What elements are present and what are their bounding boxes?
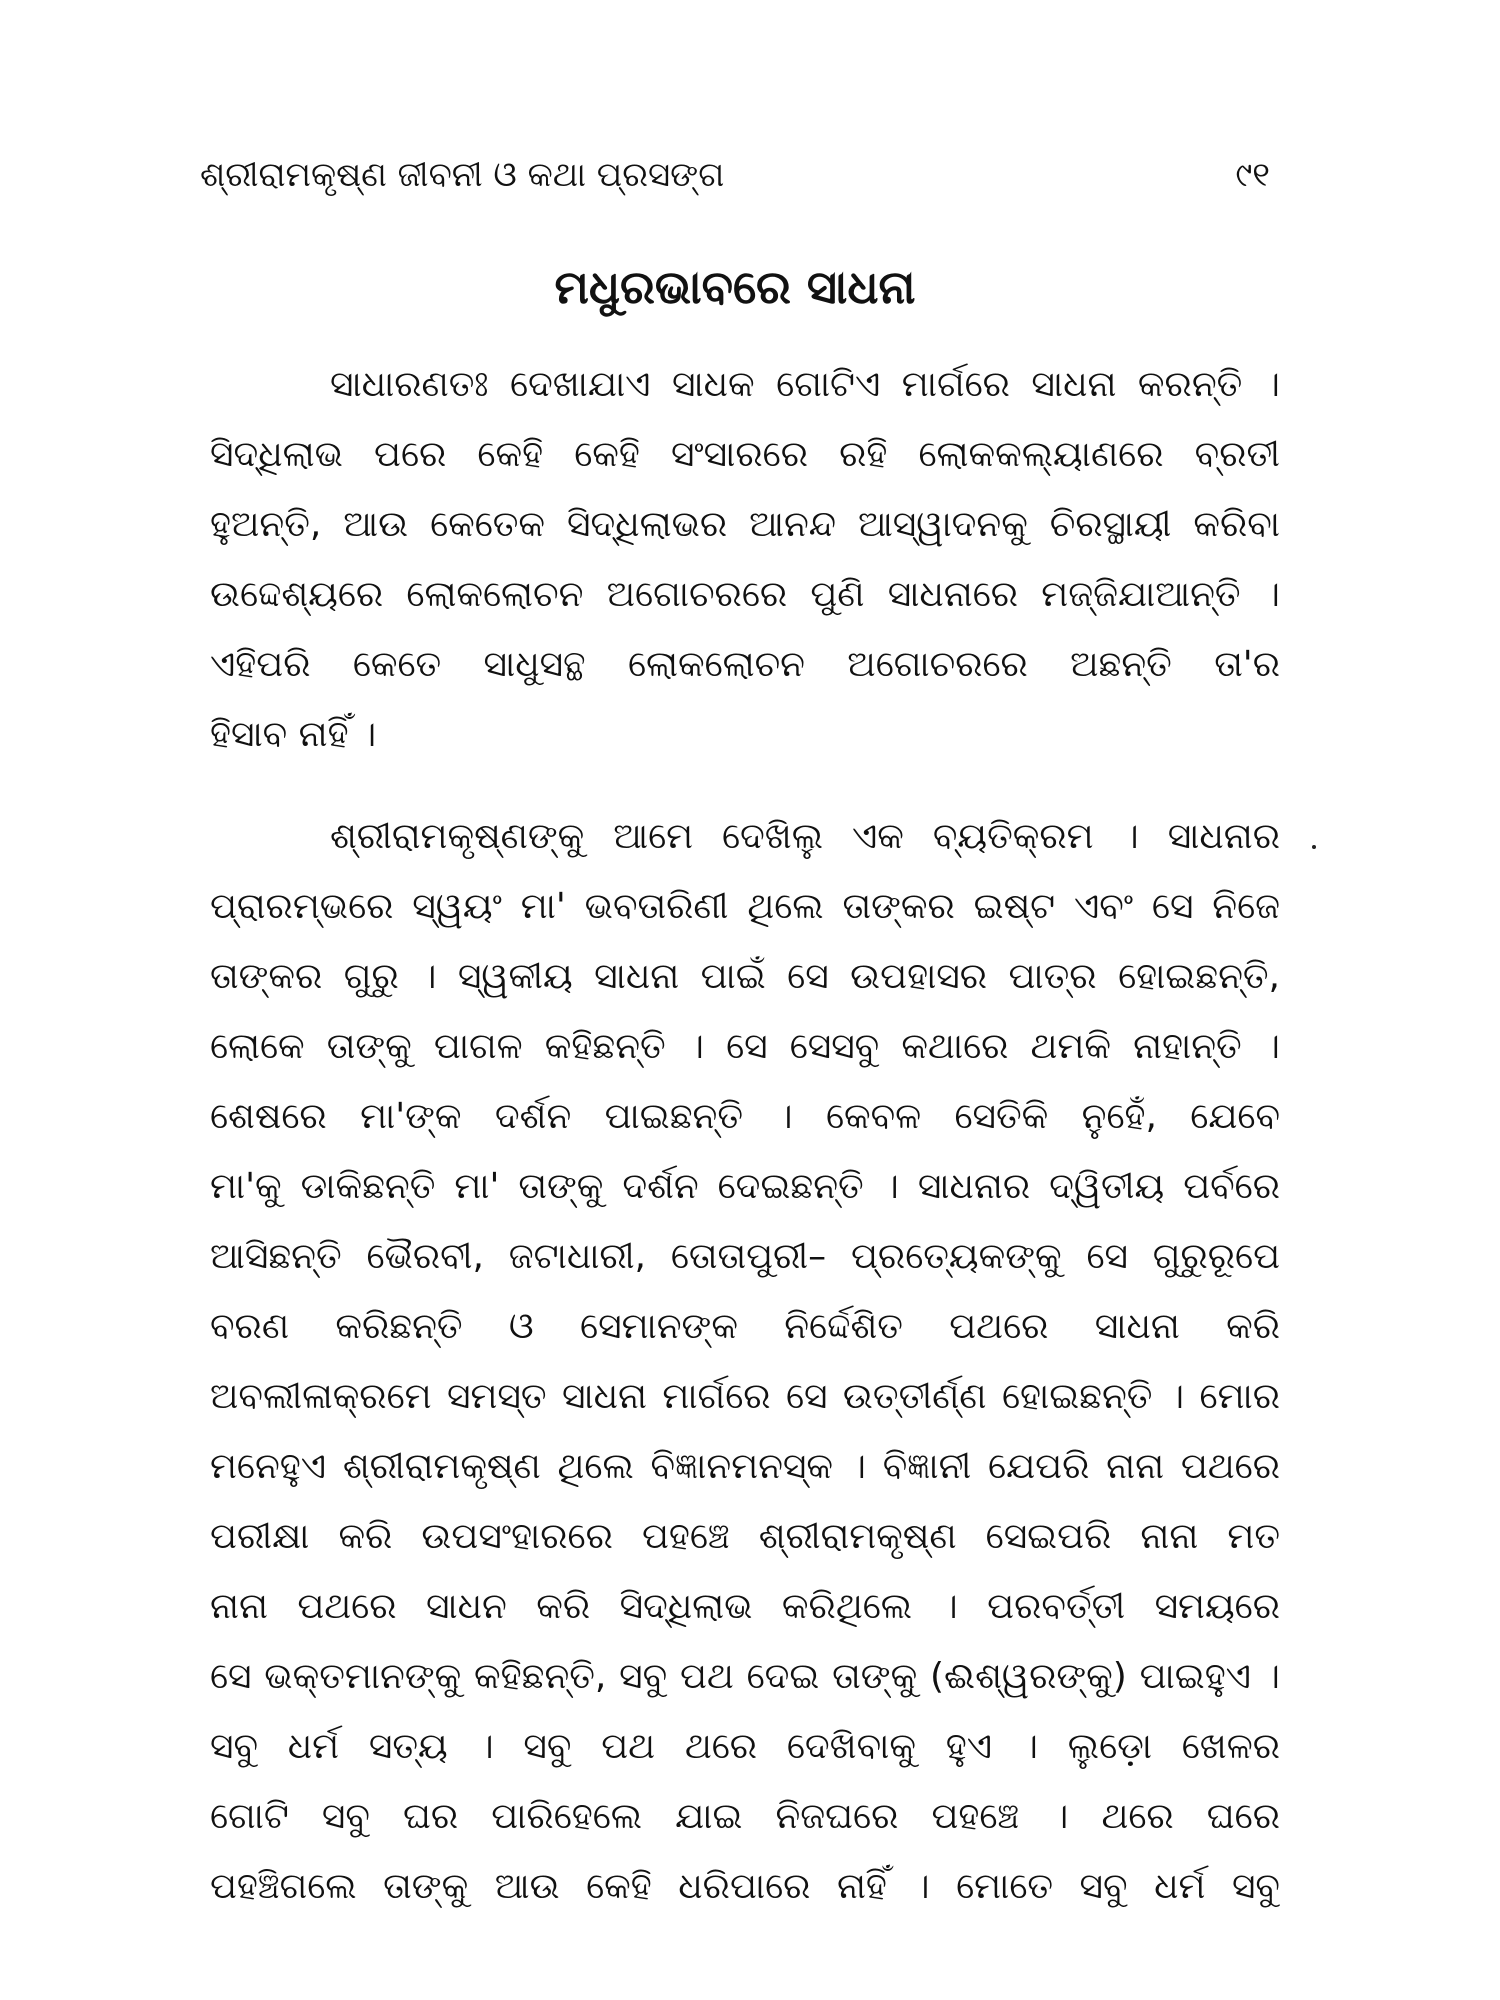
paragraph-line: ହୁଅନ୍ତି, ଆଉ କେତେକ ସିଦ୍ଧିଲାଭର ଆନନ୍ଦ ଆସ୍ୱାଦନକୁ ଚିରସ୍ଥାୟୀ କରିବା [210, 504, 1280, 545]
paragraph-line: ଉଦ୍ଦେଶ୍ୟରେ ଲୋକଲୋଚନ ଅଗୋଚରରେ ପୁଣି ସାଧନାରେ ମଜ୍ଜିଯାଆନ୍ତି । [210, 574, 1280, 615]
paragraph-line: ଆସିଛନ୍ତି ଭୈରବୀ, ଜଟାଧାରୀ, ତୋତାପୁରୀ– ପ୍ରତ୍ୟେକଙ୍କୁ ସେ ଗୁରୁରୂପେ [210, 1236, 1280, 1277]
running-title: ଶ୍ରୀରାମକୃଷ୍ଣ ଜୀବନୀ ଓ କଥା ପ୍ରସଙ୍ଗ [200, 155, 725, 195]
paragraph-line: ମନେହୁଏ ଶ୍ରୀରାମକୃଷ୍ଣ ଥିଲେ ବିଜ୍ଞାନମନସ୍କ । ବିଜ୍ଞାନୀ ଯେପରି ନାନା ପଥରେ [210, 1446, 1280, 1487]
paragraph-line: ପହଞ୍ଚିଗଲେ ତାଙ୍କୁ ଆଉ କେହି ଧରିପାରେ ନାହିଁ । ମୋତେ ସବୁ ଧର୍ମ ସବୁ [210, 1866, 1280, 1907]
paragraph-line: ଏହିପରି କେତେ ସାଧୁସନ୍ଥ ଲୋକଲୋଚନ ଅଗୋଚରରେ ଅଛନ୍ତି ତା'ର [210, 644, 1280, 685]
scan-speck [1312, 845, 1316, 849]
page-number: ୯୧ [1235, 155, 1270, 195]
running-header [200, 150, 1270, 200]
paragraph-line: ଶ୍ରୀରାମକୃଷ୍ଣଙ୍କୁ ଆମେ ଦେଖିଲୁ ଏକ ବ୍ୟତିକ୍ରମ । ସାଧନାର [330, 816, 1280, 857]
paragraph-line: ହିସାବ ନାହିଁ । [210, 714, 377, 755]
paragraph-2 [210, 802, 1280, 1922]
paragraph-line: ପରୀକ୍ଷା କରି ଉପସଂହାରରେ ପହଞ୍ଚେ ଶ୍ରୀରାମକୃଷ୍ଣ ସେଇପରି ନାନା ମତ [210, 1516, 1280, 1557]
paragraph-line: ସେ ଭକ୍ତମାନଙ୍କୁ କହିଛନ୍ତି, ସବୁ ପଥ ଦେଇ ତାଙ୍କୁ (ଈଶ୍ୱରଙ୍କୁ) ପାଇହୁଏ । [210, 1656, 1280, 1697]
paragraph-line: ଗୋଟି ସବୁ ଘର ପାରିହେଲେ ଯାଇ ନିଜଘରେ ପହଞ୍ଚେ । ଥରେ ଘରେ [210, 1796, 1280, 1837]
paragraph-line: ପ୍ରାରମ୍ଭରେ ସ୍ୱୟଂ ମା' ଭବତାରିଣୀ ଥିଲେ ତାଙ୍କର ଇଷ୍ଟ ଏବଂ ସେ ନିଜେ [210, 886, 1280, 927]
chapter-title: ମଧୁରଭାବରେ ସାଧନା [554, 260, 916, 314]
paragraph-line: ସାଧାରଣତଃ ଦେଖାଯାଏ ସାଧକ ଗୋଟିଏ ମାର୍ଗରେ ସାଧନା କରନ୍ତି । [330, 364, 1280, 405]
paragraph-line: ଶେଷରେ ମା'ଙ୍କ ଦର୍ଶନ ପାଇଛନ୍ତି । କେବଳ ସେତିକି ନୁହେଁ, ଯେବେ [210, 1096, 1280, 1137]
paragraph-line: ନାନା ପଥରେ ସାଧନ କରି ସିଦ୍ଧିଲାଭ କରିଥିଲେ । ପରବର୍ତ୍ତୀ ସମୟରେ [210, 1586, 1280, 1627]
paragraph-1 [210, 350, 1280, 770]
paragraph-line: ମା'କୁ ଡାକିଛନ୍ତି ମା' ତାଙ୍କୁ ଦର୍ଶନ ଦେଇଛନ୍ତି । ସାଧନାର ଦ୍ୱିତୀୟ ପର୍ବରେ [210, 1166, 1280, 1207]
paragraph-line: ଅବଲୀଳାକ୍ରମେ ସମସ୍ତ ସାଧନା ମାର୍ଗରେ ସେ ଉତ୍ତୀର୍ଣ୍ଣ ହୋଇଛନ୍ତି । ମୋର [210, 1376, 1280, 1417]
paragraph-line: ତାଙ୍କର ଗୁରୁ । ସ୍ୱକୀୟ ସାଧନା ପାଇଁ ସେ ଉପହାସର ପାତ୍ର ହୋଇଛନ୍ତି, [210, 956, 1280, 997]
paragraph-line: ଲୋକେ ତାଙ୍କୁ ପାଗଳ କହିଛନ୍ତି । ସେ ସେସବୁ କଥାରେ ଥମକି ନାହାନ୍ତି । [210, 1026, 1280, 1067]
paragraph-line: ସବୁ ଧର୍ମ ସତ୍ୟ । ସବୁ ପଥ ଥରେ ଦେଖିବାକୁ ହୁଏ । ଲୁଡ଼ୋ ଖେଳର [210, 1726, 1280, 1767]
paragraph-line: ସିଦ୍ଧିଲାଭ ପରେ କେହି କେହି ସଂସାରରେ ରହି ଲୋକକଲ୍ୟାଣରେ ବ୍ରତୀ [210, 434, 1280, 475]
paragraph-line: ବରଣ କରିଛନ୍ତି ଓ ସେମାନଙ୍କ ନିର୍ଦ୍ଦେଶିତ ପଥରେ ସାଧନା କରି [210, 1306, 1280, 1347]
